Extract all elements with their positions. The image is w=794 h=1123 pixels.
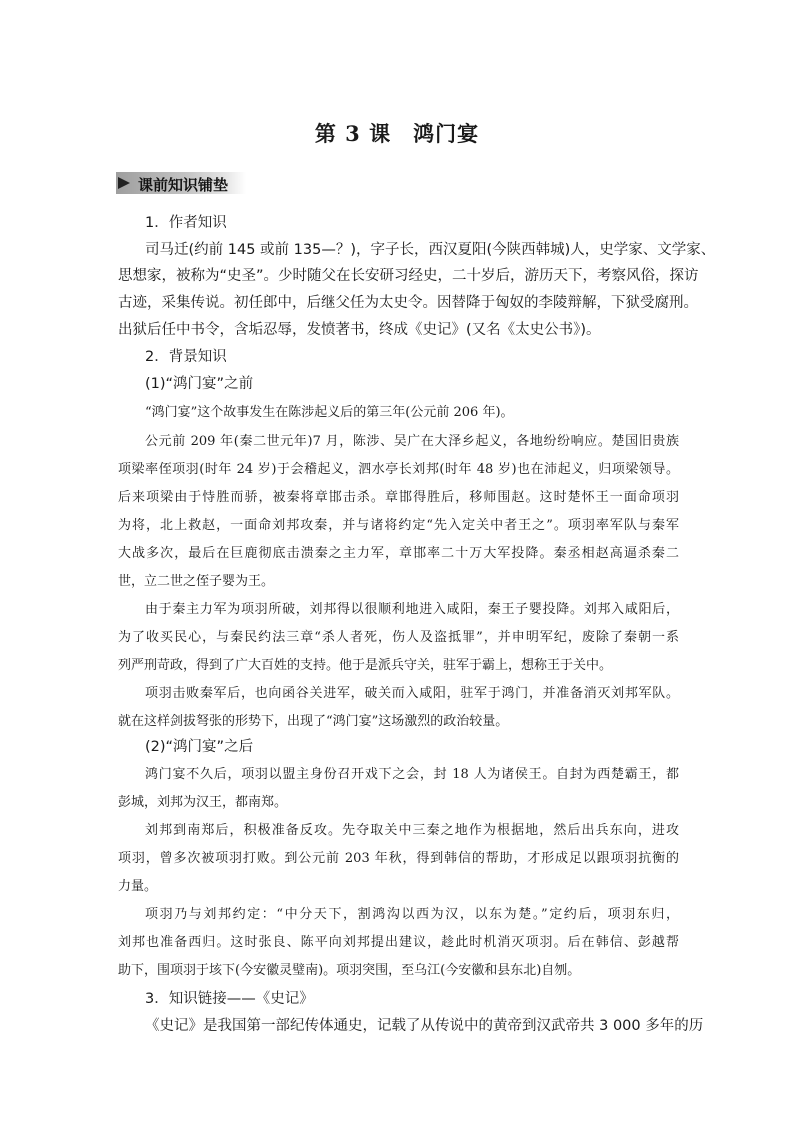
paragraph-line: 大战多次，最后在巨鹿彻底击溃秦之主力军，章邯率二十万大军投降。秦丞相赵高逼杀秦二 — [118, 546, 679, 561]
paragraph-line: 项梁率侄项羽(时年 24 岁)于会稽起义，泗水亭长刘邦(时年 48 岁)也在沛起义，归项梁领导。 — [118, 462, 679, 477]
subheading-before: (1)“鸿门宴”之前 — [145, 376, 254, 392]
subheading-after: (2)“鸿门宴”之后 — [145, 739, 254, 755]
paragraph-line: 司马迁(约前 145 或前 135—？)，字子长，西汉夏阳(今陕西韩城)人，史学家、文学家、 — [145, 242, 716, 258]
heading-author: 1．作者知识 — [145, 215, 227, 231]
paragraph-line: 助下，围项羽于垓下(今安徽灵璧南)。项羽突围，至乌江(今安徽和县东北)自刎。 — [118, 963, 581, 978]
paragraph-line: 由于秦主力军为项羽所破，刘邦得以很顺利地进入咸阳，秦王子婴投降。刘邦入咸阳后， — [145, 602, 679, 617]
paragraph-line: 世，立二世之侄子婴为王。 — [118, 574, 275, 589]
paragraph-line: 彭城，刘邦为汉王，都南郑。 — [118, 795, 288, 810]
paragraph-line: 鸿门宴不久后，项羽以盟主身份召开戏下之会，封 18 人为诸侯王。自封为西楚霸王，都 — [145, 767, 679, 782]
paragraph-line: 为将，北上救赵，一面命刘邦攻秦，并与诸将约定“先入定关中者王之”。项羽率军队与秦军 — [118, 518, 679, 533]
paragraph-line: 项羽，曾多次被项羽打败。到公元前 203 年秋，得到韩信的帮助，才形成足以跟项羽抗衡的 — [118, 851, 679, 866]
paragraph-line: 项羽击败秦军后，也向函谷关进军，破关而入咸阳，驻军于鸿门，并准备消灭刘邦军队。 — [145, 686, 679, 701]
section-header-label: 课前知识铺垫 — [138, 176, 229, 194]
paragraph-line: 后来项梁由于恃胜而骄，被秦将章邯击杀。章邯得胜后，移师围赵。这时楚怀王一面命项羽 — [118, 490, 679, 505]
paragraph-line: 力量。 — [118, 879, 158, 894]
section-arrow-icon — [118, 177, 130, 189]
paragraph-line: 就在这样剑拔弩张的形势下，出现了“鸿门宴”这场激烈的政治较量。 — [118, 714, 509, 729]
paragraph-line: 公元前 209 年(秦二世元年)7 月，陈涉、吴广在大泽乡起义，各地纷纷响应。楚国旧贵族 — [145, 434, 679, 449]
paragraph-line: 刘邦到南郑后，积极准备反攻。先夺取关中三秦之地作为根据地，然后出兵东向，进攻 — [145, 823, 679, 838]
paragraph-line: 出狱后任中书令，含垢忍辱，发愤著书，终成《史记》(又名《太史公书》)。 — [118, 322, 601, 338]
page-title: 第 3 课 鸿门宴 — [314, 121, 480, 146]
paragraph-line: 列严刑苛政，得到了广大百姓的支持。他于是派兵守关，驻军于霸上，想称王于关中。 — [118, 658, 613, 673]
paragraph-line: 《史记》是我国第一部纪传体通史，记载了从传说中的黄帝到汉武帝共 3 000 多年的历 — [145, 1018, 704, 1034]
heading-knowledge-link: 3．知识链接——《史记》 — [145, 991, 314, 1007]
heading-background: 2．背景知识 — [145, 349, 227, 365]
paragraph-line: 思想家，被称为“史圣”。少时随父在长安研习经史，二十岁后，游历天下，考察风俗，探访 — [118, 268, 699, 284]
paragraph-line: 为了收买民心，与秦民约法三章“杀人者死，伤人及盗抵罪”，并申明军纪，废除了秦朝一系 — [118, 630, 679, 645]
paragraph-line: 项羽乃与刘邦约定：“中分天下，割鸿沟以西为汉，以东为楚。”定约后，项羽东归， — [145, 907, 679, 922]
paragraph-line: 刘邦也准备西归。这时张良、陈平向刘邦提出建议，趁此时机消灭项羽。后在韩信、彭越帮 — [118, 935, 679, 950]
paragraph-line: 古迹，采集传说。初任郎中，后继父任为太史令。因替降于匈奴的李陵辩解，下狱受腐刑。 — [118, 295, 698, 311]
paragraph-line: “鸿门宴”这个故事发生在陈涉起义后的第三年(公元前 206 年)。 — [145, 405, 514, 420]
